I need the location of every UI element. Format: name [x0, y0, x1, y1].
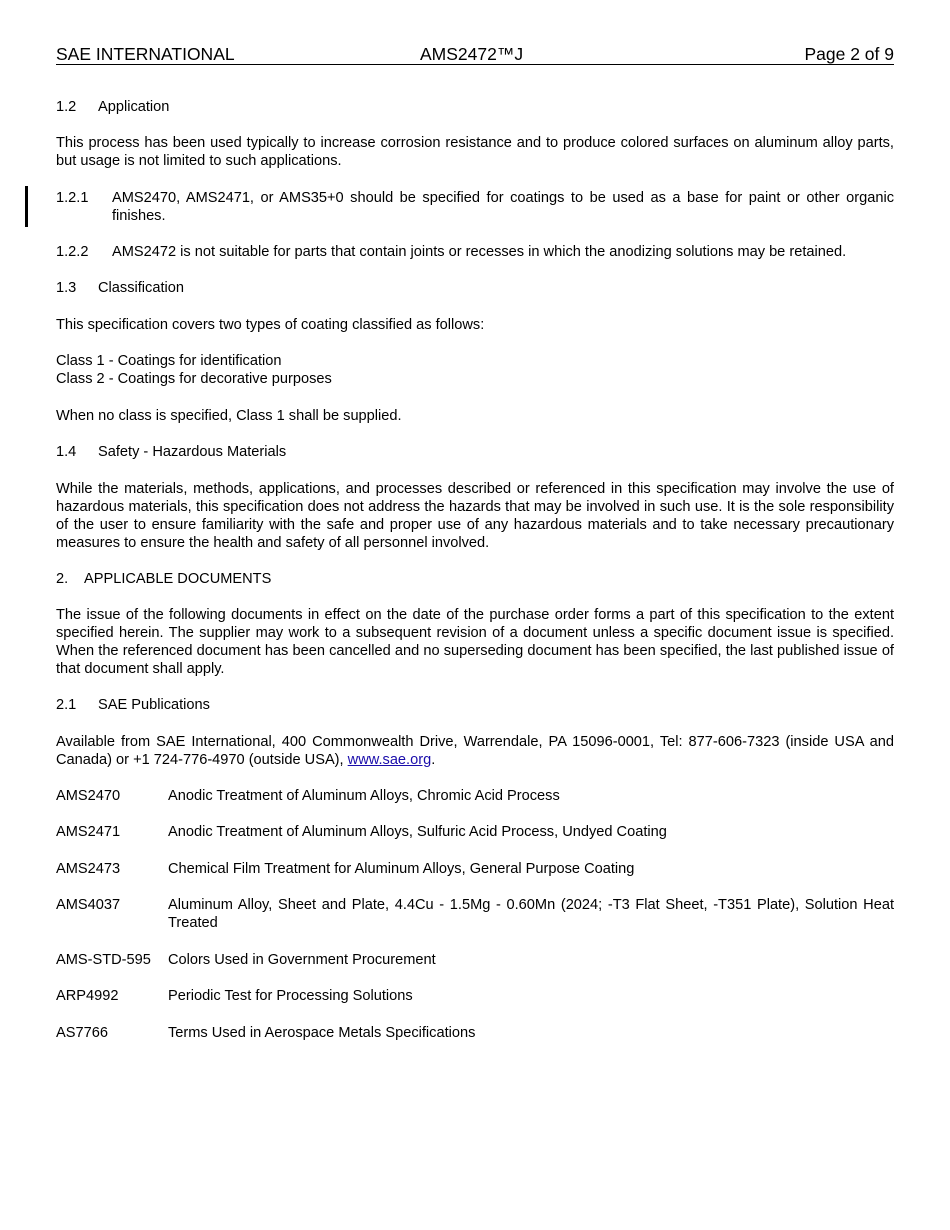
class-1-line: Class 1 - Coatings for identification	[56, 353, 282, 369]
section-title: Application	[98, 99, 170, 115]
section-number: 1.4	[56, 444, 77, 460]
heading-1-3	[56, 279, 894, 297]
section-number: 2.	[56, 571, 69, 587]
change-bar	[25, 186, 28, 227]
subsection-number: 1.2.1	[56, 190, 89, 206]
subsection-text: AMS2472 is not suitable for parts that contain joints or recesses in which the anodizing solutions may be retained.	[112, 244, 847, 260]
reference-title: Terms Used in Aerospace Metals Specifications	[168, 1025, 476, 1041]
section-title: Safety - Hazardous Materials	[98, 444, 287, 460]
heading-1-4	[56, 443, 894, 461]
heading-2-1	[56, 696, 894, 714]
reference-row	[56, 951, 894, 969]
heading-2	[56, 570, 894, 588]
reference-code: ARP4992	[56, 988, 119, 1004]
header-org: SAE INTERNATIONAL	[56, 44, 235, 64]
section-title: SAE Publications	[98, 697, 210, 713]
header-page-number: Page 2 of 9	[804, 44, 894, 64]
reference-row	[56, 787, 894, 805]
reference-code: AMS2473	[56, 861, 121, 877]
subsection-number: 1.2.2	[56, 244, 89, 260]
reference-row	[56, 896, 894, 932]
reference-row	[56, 1024, 894, 1042]
availability-text: Available from SAE International, 400 Commonwealth Drive, Warrendale, PA 15096-0001, Tel: 877-606-7323 (inside USA and Canada) or +1 724-776-4970 (outside USA),	[56, 734, 894, 768]
period: .	[431, 752, 436, 768]
subsection-1-2-2	[56, 243, 894, 261]
reference-code: AMS2471	[56, 824, 121, 840]
section-title: APPLICABLE DOCUMENTS	[84, 571, 272, 587]
reference-title: Periodic Test for Processing Solutions	[168, 988, 413, 1004]
subsection-text: AMS2470, AMS2471, or AMS35+0 should be specified for coatings to be used as a base for paint or other organic finishes.	[112, 190, 894, 224]
section-number: 2.1	[56, 697, 77, 713]
reference-row	[56, 860, 894, 878]
heading-1-2	[56, 98, 894, 116]
paragraph-2: The issue of the following documents in effect on the date of the purchase order forms a part of this specification to the extent specified herein. The supplier may work to a subsequent revision of a document unless a specific document issue is specified. When the referenced document has been cancelled and no superseding document has been specified, the last published issue of that document shall apply.	[56, 607, 894, 677]
page-header	[56, 44, 894, 65]
subsection-1-2-1	[56, 189, 894, 225]
reference-row	[56, 987, 894, 1005]
sae-website-link[interactable]: www.sae.org	[347, 752, 432, 768]
paragraph-1-4: While the materials, methods, applications, and processes described or referenced in this specification may involve the use of hazardous materials, this specification does not address the hazards that may be involved in such use. It is the sole responsibility of the user to ensure familiarity with the safe and proper use of any hazardous materials and to take necessary precautionary measures to ensure the health and safety of all personnel involved.	[56, 481, 894, 551]
reference-title: Anodic Treatment of Aluminum Alloys, Chromic Acid Process	[168, 788, 560, 804]
reference-title: Colors Used in Government Procurement	[168, 952, 436, 968]
paragraph-1-3: This specification covers two types of coating classified as follows:	[56, 317, 485, 333]
reference-title: Aluminum Alloy, Sheet and Plate, 4.4Cu - 1.5Mg - 0.60Mn (2024; -T3 Flat Sheet, -T351 Plate), Solution Heat Treated	[168, 897, 894, 931]
reference-code: AMS4037	[56, 897, 121, 913]
reference-row	[56, 823, 894, 841]
section-title: Classification	[98, 280, 184, 296]
reference-code: AMS2470	[56, 788, 121, 804]
reference-code: AMS-STD-595	[56, 952, 151, 968]
paragraph-1-2: This process has been used typically to increase corrosion resistance and to produce colored surfaces on aluminum alloy parts, but usage is not limited to such applications.	[56, 135, 894, 169]
reference-title: Anodic Treatment of Aluminum Alloys, Sulfuric Acid Process, Undyed Coating	[168, 824, 667, 840]
header-doc-id: AMS2472™J	[420, 44, 524, 64]
default-class-line: When no class is specified, Class 1 shall be supplied.	[56, 408, 402, 424]
class-2-line: Class 2 - Coatings for decorative purposes	[56, 371, 332, 387]
reference-code: AS7766	[56, 1025, 108, 1041]
paragraph-2-1	[56, 733, 894, 769]
section-number: 1.3	[56, 280, 77, 296]
reference-title: Chemical Film Treatment for Aluminum Alloys, General Purpose Coating	[168, 861, 635, 877]
section-number: 1.2	[56, 99, 77, 115]
